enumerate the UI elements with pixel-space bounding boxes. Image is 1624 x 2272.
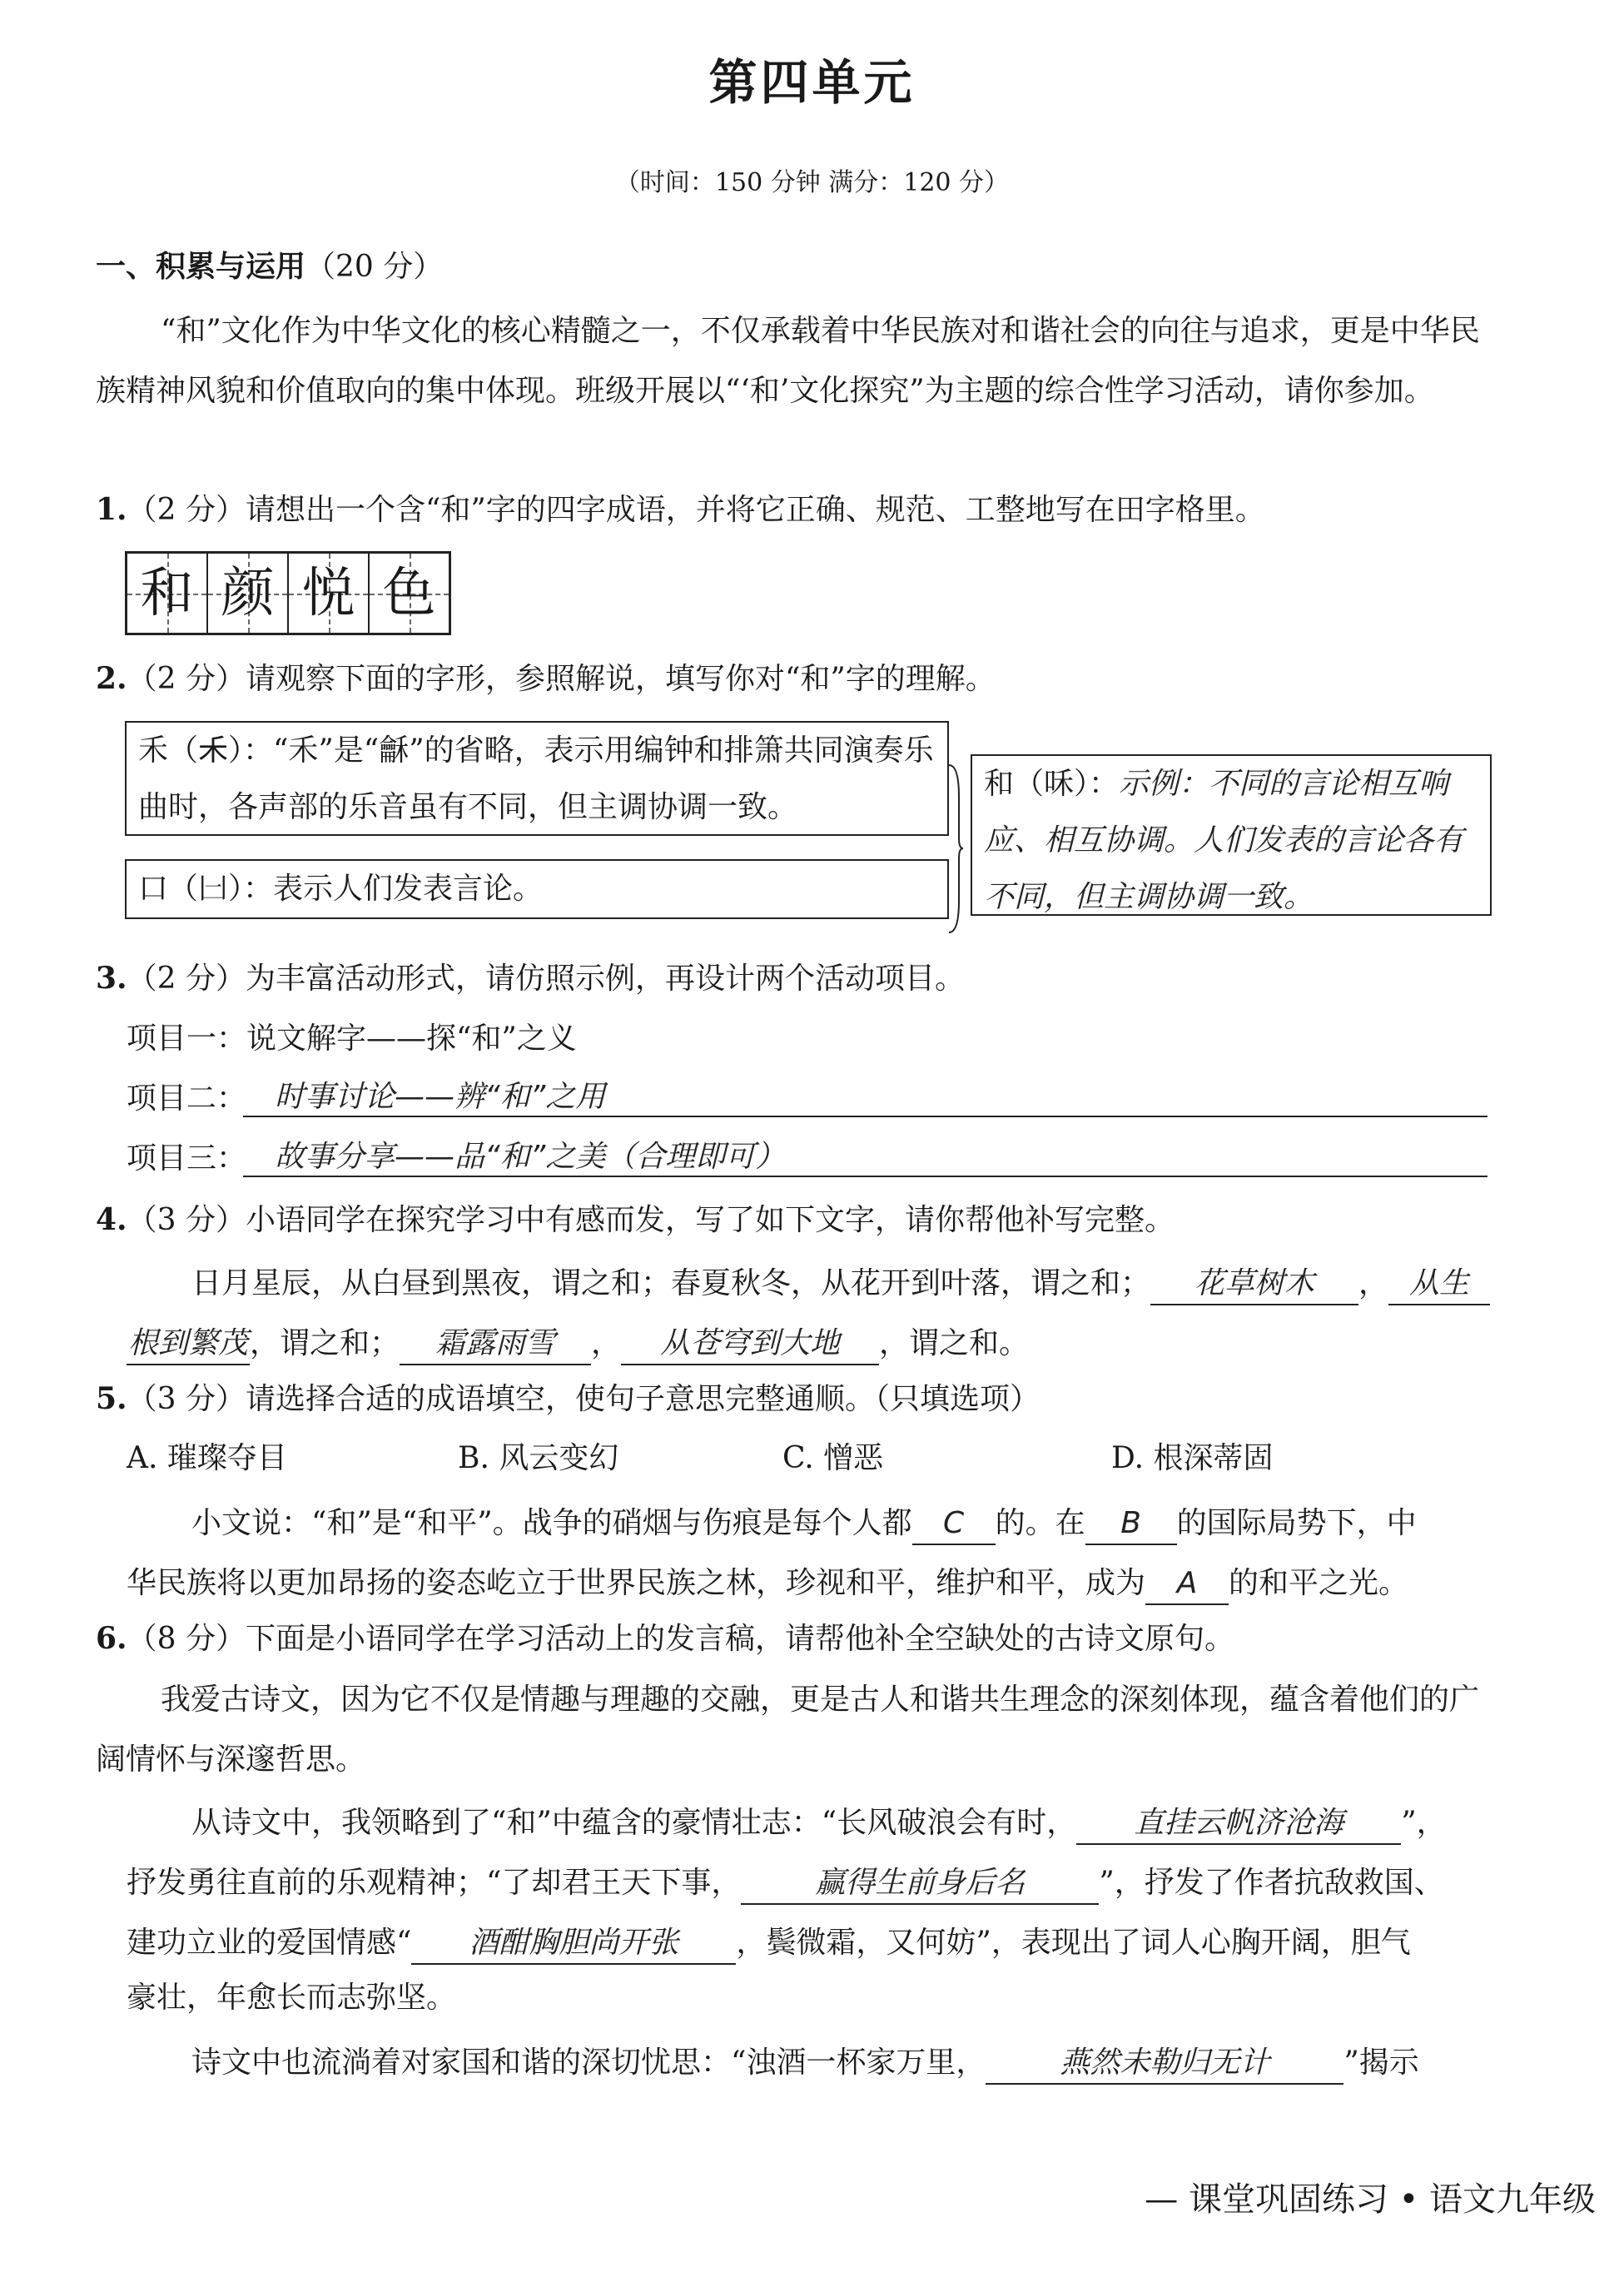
answer-label: 和（咊）： (984, 767, 1120, 801)
answer-blank[interactable]: 根到繁茂 (127, 1324, 250, 1365)
question-number: 6. (96, 1621, 127, 1656)
section-score: （20 分） (305, 250, 444, 284)
question-text: （2 分）请想出一个含“和”字的四字成语，并将它正确、规范、工整地写在田字格里。 (127, 493, 1265, 527)
grid-cell[interactable] (208, 554, 289, 633)
q6-line-4: 豪壮，年愈长而志弥坚。 (127, 1981, 457, 2015)
section-title: 一、积累与运用 (96, 249, 306, 284)
answer-blank[interactable]: 直挂云帆济沧海 (1076, 1803, 1401, 1845)
answer-blank[interactable]: A (1145, 1564, 1229, 1605)
grid-char: 和 (140, 562, 194, 624)
question-text: （8 分）下面是小语同学在学习活动上的发言稿，请帮他补全空缺处的古诗文原句。 (127, 1622, 1234, 1656)
question-number: 4. (96, 1202, 127, 1237)
question-number: 2. (96, 661, 127, 696)
q6-text: 从诗文中，我领略到了“和”中蕴含的豪情壮志：“长风破浪会有时， (191, 1806, 1077, 1840)
q4-text: ，谓之和。 (879, 1326, 1030, 1360)
answer-text[interactable]: 示例：不同的言论相互响应、相互协调。人们发表的言论各有不同，但主调协调一致。 (984, 767, 1464, 914)
q6-text: ”揭示 (1343, 2046, 1419, 2080)
grid-cell[interactable] (289, 554, 370, 633)
answer-blank[interactable]: 赢得生前身后名 (741, 1863, 1099, 1905)
q6-paragraph-1: 我爱古诗文，因为它不仅是情趣与理趣的交融，更是古人和谐共生理念的深刻体现，蕴含着他们的广阔情怀与深邃哲思。 (96, 1683, 1480, 1777)
option-a: A. 璀璨夺目 (127, 1441, 287, 1475)
answer-blank[interactable]: 从生 (1388, 1264, 1490, 1305)
q6-text: 抒发勇往直前的乐观精神；“了却君王天下事， (127, 1866, 742, 1900)
q5-line-2 (127, 1564, 1408, 1605)
grid-char: 颜 (221, 562, 275, 624)
bracket-connector (947, 763, 964, 934)
glyph-box-mouth: 口（𠙵）：表示人们发表言论。 (125, 859, 949, 919)
question-text: （3 分）小语同学在探究学习中有感而发，写了如下文字，请你帮他补写完整。 (127, 1203, 1175, 1237)
question-1 (96, 492, 1265, 527)
question-number: 3. (96, 961, 127, 996)
answer-line (243, 1176, 1487, 1177)
q6-line-3 (127, 1923, 1411, 1965)
project-1: 项目一：说文解字——探“和”之义 (127, 1022, 577, 1056)
answer-blank[interactable]: C (912, 1504, 996, 1545)
grid-cell[interactable] (127, 554, 208, 633)
option-d: D. 根深蒂固 (1111, 1441, 1274, 1475)
q6-text: 建功立业的爱国情感“ (127, 1926, 412, 1960)
q6-line-2 (127, 1863, 1444, 1905)
q5-text: 的和平之光。 (1229, 1566, 1409, 1600)
tianzige-grid (125, 551, 451, 635)
question-number: 5. (96, 1381, 127, 1416)
q5-text: 华民族将以更加昂扬的姿态屹立于世界民族之林，珍视和平，维护和平，成为 (127, 1566, 1146, 1600)
q6-text: 诗文中也流淌着对家国和谐的深切忧思：“浊酒一杯家万里， (191, 2046, 986, 2080)
q5-text: 的。在 (995, 1506, 1085, 1540)
page-title: 第四单元 (708, 54, 916, 111)
answer-blank[interactable]: B (1085, 1504, 1177, 1545)
q6-text: ”， (1401, 1806, 1447, 1840)
project-3-answer[interactable]: 故事分享——品“和”之美（合理即可） (275, 1140, 786, 1174)
exam-info: （时间：150 分钟 满分：120 分） (614, 168, 1010, 197)
project-2-label: 项目二： (127, 1081, 247, 1116)
question-4 (96, 1202, 1175, 1237)
page-footer: — 课堂巩固练习 • 语文九年级 (1145, 2180, 1596, 2219)
q4-sep: ， (1358, 1266, 1389, 1300)
question-2 (96, 661, 996, 696)
q6-text: ，鬓微霜，又何妨”，表现出了词人心胸开阔，胆气 (736, 1926, 1411, 1960)
grid-cell[interactable] (370, 554, 449, 633)
option-b: B. 风云变幻 (458, 1441, 619, 1475)
question-text: （2 分）请观察下面的字形，参照解说，填写你对“和”字的理解。 (127, 662, 996, 696)
q6-text: ”，抒发了作者抗敌救国、 (1099, 1866, 1444, 1900)
option-c: C. 憎恶 (782, 1441, 884, 1475)
q5-text: 的国际局势下，中 (1176, 1506, 1417, 1540)
answer-blank[interactable]: 燕然未勒归无计 (986, 2043, 1343, 2085)
project-2-answer[interactable]: 时事讨论——辨“和”之用 (275, 1080, 606, 1114)
q4-sep: ， (591, 1326, 622, 1360)
answer-blank[interactable]: 霜露雨雪 (400, 1324, 591, 1365)
glyph-box-he-grain: 禾（𥝌）：“禾”是“龢”的省略，表示用编钟和排箫共同演奏乐曲时，各声部的乐音虽有不同，但主调协调一致。 (125, 721, 949, 836)
q6-line-1 (191, 1803, 1447, 1845)
answer-line (243, 1116, 1487, 1117)
question-text: （3 分）请选择合适的成语填空，使句子意思完整通顺。（只填选项） (127, 1382, 1040, 1416)
question-3 (96, 963, 965, 994)
q4-text: 日月星辰，从白昼到黑夜，谓之和；春夏秋冬，从花开到叶落，谓之和； (191, 1266, 1151, 1300)
project-3-label: 项目三： (127, 1141, 247, 1176)
question-text: （2 分）为丰富活动形式，请仿照示例，再设计两个活动项目。 (127, 962, 965, 996)
answer-blank[interactable]: 从苍穹到大地 (621, 1324, 879, 1365)
grid-char: 悦 (301, 562, 355, 624)
q6-line-5 (191, 2043, 1419, 2085)
answer-blank[interactable]: 酒酣胸胆尚开张 (411, 1923, 736, 1965)
q4-text: ，谓之和； (250, 1326, 400, 1360)
grid-char: 色 (382, 562, 436, 624)
q5-line-1 (191, 1504, 1417, 1545)
question-5 (96, 1381, 1040, 1416)
glyph-box-he-answer (971, 754, 1492, 916)
question-number: 1. (96, 492, 127, 527)
q4-line-2 (127, 1324, 1029, 1365)
q5-text: 小文说：“和”是“和平”。战争的硝烟与伤痕是每个人都 (191, 1506, 912, 1540)
q4-line-1 (191, 1264, 1490, 1305)
intro-paragraph: “和”文化作为中华文化的核心精髓之一，不仅承载着中华民族对和谐社会的向往与追求，更是中华民族精神风貌和价值取向的集中体现。班级开展以“‘和’文化探究”为主题的综合性学习活动，请你参加。 (96, 314, 1480, 408)
section-heading (96, 251, 443, 282)
answer-blank[interactable]: 花草树木 (1150, 1264, 1358, 1305)
question-6 (96, 1623, 1234, 1654)
